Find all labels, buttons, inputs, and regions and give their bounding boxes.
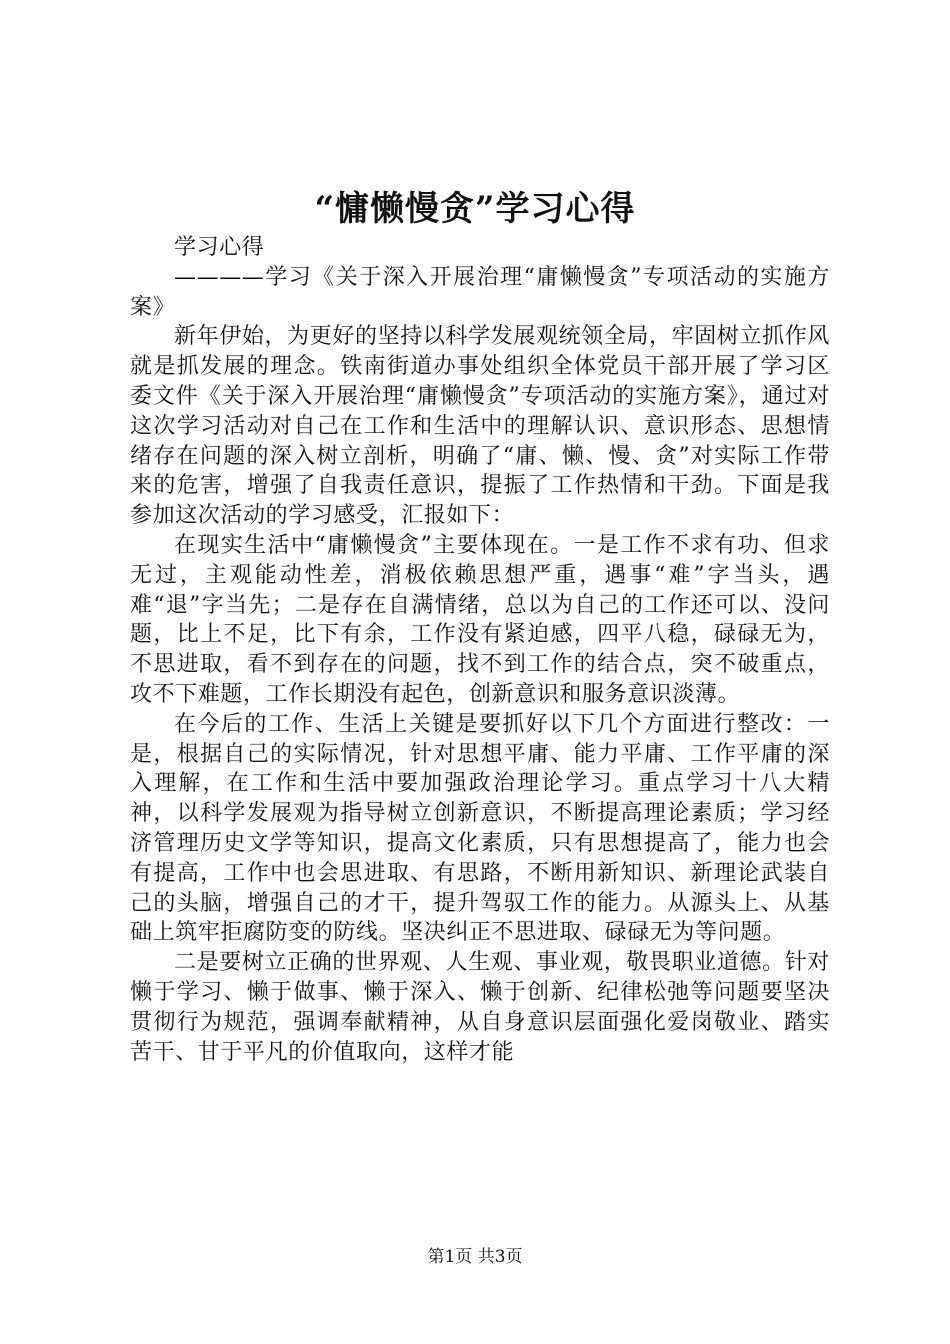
paragraph-rectification-2: 二是要树立正确的世界观、人生观、事业观，敬畏职业道德。针对懒于学习、懒于做事、懒于深入、懒于创新、纪律松弛等问题要坚决贯彻行为规范，强调奉献精神，从自身意识层面强化爱岗敬业、踏实苦干、甘于平凡的价值取向，这样才能 <box>130 950 830 1065</box>
paragraph-intro: 新年伊始，为更好的坚持以科学发展观统领全局，牢固树立抓作风就是抓发展的理念。铁南街道办事处组织全体党员干部开展了学习区委文件《关于深入开展治理“庸懒慢贪”专项活动的实施方案》，通过对这次学习活动对自己在工作和生活中的理解认识、意识形态、思想情绪存在问题的深入树立剖析，明确了“庸、懒、慢、贪”对实际工作带来的危害，增强了自我责任意识，提振了工作热情和干劲。下面是我参加这次活动的学习感受，汇报如下： <box>130 324 830 529</box>
paragraph-problems: 在现实生活中“庸懒慢贪”主要体现在。一是工作不求有功、但求无过，主观能动性差，消极依赖思想严重，遇事“难”字当头，遇难“退”字当先；二是存在自满情绪，总以为自己的工作还可以、没问题，比上不足，比下有余，工作没有紧迫感，四平八稳，碌碌无为，不思进取，看不到存在的问题，找不到工作的结合点，突不破重点，攻不下难题，工作长期没有起色，创新意识和服务意识淡薄。 <box>130 532 830 707</box>
paragraph-heading: 学习心得 <box>174 235 265 260</box>
paragraph-subtitle: ————学习《关于深入开展治理“庸懒慢贪”专项活动的实施方案》 <box>130 264 830 320</box>
paragraph-rectification-1: 在今后的工作、生活上关键是要抓好以下几个方面进行整改：一是，根据自己的实际情况，针对思想平庸、能力平庸、工作平庸的深入理解，在工作和生活中要加强政治理论学习。重点学习十八大精神，以科学发展观为指导树立创新意识，不断提高理论素质；学习经济管理历史文学等知识，提高文化素质，只有思想提高了，能力也会有提高，工作中也会思进取、有思路，不断用新知识、新理论武装自己的头脑，增强自己的才干，提升驾驭工作的能力。从源头上、从基础上筑牢拒腐防变的防线。坚决纠正不思进取、碌碌无为等问题。 <box>130 711 830 946</box>
document-title: “慵懒慢贪”学习心得 <box>314 189 636 229</box>
document-body <box>130 233 830 1067</box>
page-number-footer: 第1页 共3页 <box>427 1247 523 1267</box>
